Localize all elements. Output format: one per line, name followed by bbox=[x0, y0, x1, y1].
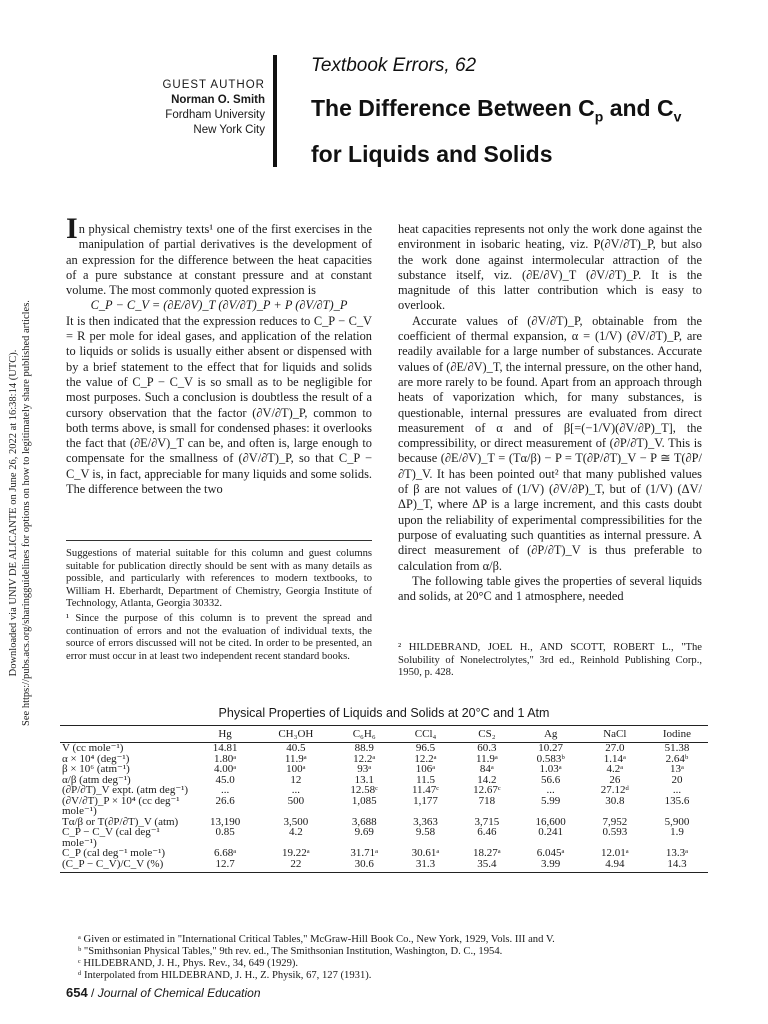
row-label: α/β (atm deg⁻¹) bbox=[62, 773, 131, 786]
watermark-line-2: See https://pubs.acs.org/sharingguidelines for options on how to legitimately share published articles. bbox=[21, 300, 32, 726]
table-cell: 12.2ᵃ bbox=[414, 752, 437, 765]
page-footer bbox=[66, 985, 261, 1000]
guest-author-block bbox=[110, 78, 265, 138]
table-cell: 3.99 bbox=[541, 857, 561, 870]
table-cell: 7,952 bbox=[602, 815, 628, 828]
row-label: (∂P/∂T)_V expt. (atm deg⁻¹) bbox=[62, 784, 189, 796]
table-cell: 9.69 bbox=[354, 826, 374, 838]
table-cell: 106ᵃ bbox=[415, 763, 436, 775]
table-cell: 718 bbox=[478, 794, 496, 807]
table-cell: 12.58ᶜ bbox=[350, 784, 378, 796]
equation: C_P − C_V = (∂E/∂V)_T (∂V/∂T)_P + P (∂V/∂T)_P bbox=[90, 298, 348, 313]
footer-separator: / bbox=[91, 986, 95, 1000]
table-cell: 3,715 bbox=[474, 815, 500, 828]
table-cell: 12.01ᵃ bbox=[600, 847, 629, 859]
table-footnote: ᵇ "Smithsonian Physical Tables," 9th rev. ed., The Smithsonian Institution, Washington, D. C., 1954. bbox=[78, 946, 503, 957]
table-cell: 11.9ᵃ bbox=[284, 752, 307, 765]
table-cell: 4.94 bbox=[605, 857, 625, 870]
paragraph-text: The following table gives the properties of several liquids and solids, at 20°C and 1 atmosphere, needed bbox=[398, 573, 702, 604]
guest-author-tag: GUEST AUTHOR bbox=[162, 79, 265, 91]
table-cell: 27.12ᵈ bbox=[600, 784, 629, 796]
table-header-cell: Hg bbox=[218, 728, 232, 740]
author-name: Norman O. Smith bbox=[171, 94, 265, 106]
table-cell: 1.03ᵃ bbox=[539, 763, 562, 775]
row-label: C_P (cal deg⁻¹ mole⁻¹) bbox=[62, 847, 166, 859]
author-affiliation-2: New York City bbox=[193, 124, 265, 136]
table-header-label bbox=[60, 726, 192, 743]
table-footnote: ᵈ Interpolated from HILDEBRAND, J. H., Z. Physik, 67, 127 (1931). bbox=[78, 970, 372, 981]
table-cell: 500 bbox=[287, 794, 305, 807]
table-cell: ... bbox=[672, 784, 682, 796]
table-cell: 22 bbox=[290, 857, 302, 870]
table-cell: 31.3 bbox=[415, 857, 436, 870]
page-number: 654 bbox=[66, 985, 88, 1000]
table-cell: 9.58 bbox=[415, 826, 436, 838]
table-cell: 18.27ᵃ bbox=[473, 847, 501, 859]
table-cell: 16,600 bbox=[535, 815, 566, 828]
download-watermark bbox=[7, 163, 33, 863]
paragraph-text: Accurate values of (∂V/∂T)_P, obtainable from the coefficient of thermal expansion, α = (1/V) (∂V/∂T)_P, are readily available for a large number of substances. Accurate values of (∂E/∂V)_T, the internal pressure, on the other hand, are more rarely to be found. Apart from an approach through heats of vaporization which, for many substances, is questionable, internal pressures are evaluated from direct measurement of α and of β[=(−1/V)(∂V/∂P)_T], the compressibility, or direct measurement of (∂P/∂T)_V. This is because (∂E/∂V)_T = (Tα/β) − P = T(∂P/∂T)_V − P ≅ T(∂P/∂T)_V. It has been pointed out² that many published values of β are not values of (1/V) (∂V/∂P)_T, but of (1/V) (ΔV/ΔP)_T, where ΔP is a large increment, and this casts doubt upon the reliability of experimental compressibilities for the purpose of evaluating such quantities as internal pressure. A direct measurement of (∂P/∂T)_V is thus preferable to calculation from α/β. bbox=[398, 313, 702, 573]
table-cell: 1,177 bbox=[413, 794, 438, 807]
table-cell: 84ᵃ bbox=[479, 763, 494, 775]
table-footnote: ᵃ Given or estimated in "International Critical Tables," McGraw-Hill Book Co., New York, 1929, Vols. III and V. bbox=[78, 934, 555, 945]
table-cell: 4.00ᵃ bbox=[213, 763, 237, 775]
article-title bbox=[311, 90, 711, 173]
table-cell: 56.6 bbox=[541, 773, 561, 786]
row-label: β × 10⁶ (atm⁻¹) bbox=[62, 763, 130, 775]
table-cell: 26 bbox=[609, 773, 621, 786]
watermark-line-1: Downloaded via UNIV DE ALICANTE on June 26, 2022 at 16:38:14 (UTC). bbox=[8, 349, 19, 677]
table-cell: 11.47ᶜ bbox=[411, 784, 440, 796]
table-cell: 14.81 bbox=[212, 742, 238, 754]
table-cell: 26.6 bbox=[215, 794, 235, 807]
table-header-cell: CH₃OH bbox=[278, 728, 314, 740]
table-header-cell: NaCl bbox=[603, 728, 627, 740]
title-part-1: The Difference Between C bbox=[311, 95, 595, 121]
body-column-left bbox=[66, 212, 372, 497]
table-cell: 0.241 bbox=[538, 826, 564, 838]
title-line-2: for Liquids and Solids bbox=[311, 140, 553, 167]
table-cell: 14.3 bbox=[667, 857, 687, 870]
editor-note: Suggestions of material suitable for this column and guest columns suitable for publication directly should be sent with as many details as possible, and particularly with references to modern textbooks, to William H. Eberhardt, Department of Chemistry, Georgia Institute of Technology, Atlanta, Georgia 30332. bbox=[66, 548, 372, 610]
table-cell: ... bbox=[220, 784, 230, 796]
table-cell: 5.99 bbox=[541, 794, 561, 807]
paragraph bbox=[66, 212, 372, 298]
table-footnotes bbox=[78, 934, 718, 982]
table-caption: Physical Properties of Liquids and Solids at 20°C and 1 Atm bbox=[218, 706, 550, 720]
table-cell: 10.27 bbox=[538, 742, 564, 754]
table-cell: 45.0 bbox=[215, 773, 235, 786]
footnotes-left bbox=[66, 548, 372, 665]
author-affiliation-1: Fordham University bbox=[165, 109, 265, 121]
table-cell: 3,363 bbox=[413, 815, 438, 828]
table-cell: 40.5 bbox=[286, 742, 306, 754]
table-header-cell: Iodine bbox=[662, 728, 691, 740]
table-cell: 88.9 bbox=[354, 742, 374, 754]
table-cell: 12.67ᶜ bbox=[473, 784, 501, 796]
table-row bbox=[60, 764, 708, 775]
table-cell: 60.3 bbox=[477, 742, 497, 754]
table-cell: 2.64ᵇ bbox=[665, 752, 689, 765]
table-cell: 100ᵃ bbox=[286, 763, 306, 775]
table-cell: 13.3ᵃ bbox=[665, 847, 689, 859]
table-cell: 6.46 bbox=[477, 826, 497, 838]
table-cell: 3,500 bbox=[283, 815, 309, 828]
table-cell: 4.2 bbox=[288, 826, 303, 838]
table-cell: 14.2 bbox=[477, 773, 497, 786]
table-header-cell: C₆H₆ bbox=[352, 728, 376, 740]
table-cell: 11.9ᵃ bbox=[475, 752, 498, 765]
table-row bbox=[60, 859, 708, 873]
table-row bbox=[60, 848, 708, 859]
table-cell: 20 bbox=[671, 773, 683, 786]
table-header-cell: CCl₄ bbox=[414, 728, 437, 740]
table-cell: 27.0 bbox=[605, 742, 625, 754]
table-cell: 1.9 bbox=[670, 826, 684, 838]
properties-table bbox=[60, 725, 708, 873]
row-label: α × 10⁴ (deg⁻¹) bbox=[62, 752, 130, 765]
row-label: V (cc mole⁻¹) bbox=[62, 742, 124, 754]
table-row bbox=[60, 785, 708, 796]
table-cell: 96.5 bbox=[415, 742, 436, 754]
footnote-rule bbox=[66, 540, 372, 541]
table-cell: 13,190 bbox=[209, 815, 241, 828]
table-row bbox=[60, 796, 708, 817]
paragraph-text: heat capacities represents not only the work done against the environment in isobaric heating, viz. P(∂V/∂T)_P, but also the work done against intermolecular attraction of the substance itself, viz. (∂E/∂V)_T (∂V/∂T)_P. It is the magnitude of this latter contribution which is easy to overlook. bbox=[398, 222, 702, 313]
table-cell: 51.38 bbox=[664, 742, 690, 754]
header-divider bbox=[273, 55, 277, 167]
table-cell: 12.7 bbox=[215, 857, 235, 870]
table-cell: 35.4 bbox=[477, 857, 497, 870]
table-cell: 31.71ᵃ bbox=[350, 847, 379, 859]
table-cell: 0.583ᵇ bbox=[536, 752, 565, 765]
table-cell: 1,085 bbox=[351, 794, 377, 807]
row-label: C_P − C_V (cal deg⁻¹ mole⁻¹) bbox=[62, 826, 160, 849]
table-cell: 4.2ᵃ bbox=[606, 763, 624, 775]
table-cell: ... bbox=[546, 784, 555, 796]
title-sub-p: p bbox=[594, 108, 604, 125]
row-label: (∂V/∂T)_P × 10⁴ (cc deg⁻¹ mole⁻¹) bbox=[62, 794, 180, 817]
table-header-cell: Ag bbox=[543, 728, 558, 740]
table-cell: 30.8 bbox=[605, 794, 625, 807]
table-cell: 12 bbox=[290, 773, 302, 786]
title-and: and C bbox=[603, 95, 674, 121]
drop-cap: I bbox=[66, 212, 78, 245]
table-cell: 13.1 bbox=[354, 773, 374, 786]
table-cell: 30.61ᵃ bbox=[411, 847, 440, 859]
title-sub-v: v bbox=[673, 108, 682, 125]
table-cell: 0.593 bbox=[602, 826, 628, 838]
table-cell: 19.22ᵃ bbox=[281, 847, 310, 859]
table-cell: ... bbox=[291, 784, 300, 796]
series-title: Textbook Errors, 62 bbox=[311, 55, 477, 76]
table-cell: 6.045ᵃ bbox=[536, 847, 565, 859]
table-header-row bbox=[60, 726, 708, 743]
table-cell: 30.6 bbox=[354, 857, 374, 870]
journal-name: Journal of Chemical Education bbox=[97, 986, 261, 1000]
table-row bbox=[60, 743, 708, 754]
footnote-2: ² HILDEBRAND, JOEL H., AND SCOTT, ROBERT L., "The Solubility of Nonelectrolytes," 3rd ed., Reinhold Publishing Corp., 1950, p. 428. bbox=[398, 642, 702, 679]
body-column-right bbox=[398, 222, 702, 604]
table-header-cell: CS₂ bbox=[478, 728, 496, 740]
row-label: Tα/β or T(∂P/∂T)_V (atm) bbox=[62, 815, 179, 828]
table-cell: 1.14ᵃ bbox=[603, 752, 626, 765]
table-cell: 13ᵃ bbox=[669, 763, 684, 775]
table-cell: 0.85 bbox=[215, 826, 235, 838]
table-cell: 3,688 bbox=[351, 815, 377, 828]
table-cell: 5,900 bbox=[664, 815, 690, 828]
row-label: (C_P − C_V)/C_V (%) bbox=[62, 857, 164, 870]
table-cell: 12.2ᵃ bbox=[353, 752, 376, 765]
paragraph-text: n physical chemistry texts¹ one of the first exercises in the manipulation of partial derivatives is the development of an expression for the difference between the heat capacities of a pure substance at constant pressure and at constant volume. The most commonly quoted expression is bbox=[66, 222, 372, 298]
table-row bbox=[60, 827, 708, 848]
table-cell: 11.5 bbox=[416, 773, 435, 786]
table-cell: 93ᵃ bbox=[357, 763, 372, 775]
table-cell: 135.6 bbox=[664, 794, 690, 807]
footnote-1: ¹ Since the purpose of this column is to prevent the spread and continuation of errors and not the evaluation of individual texts, the source of errors discussed will not be cited. In order to be presented, an error must occur in at least two independent recent standard books. bbox=[66, 612, 372, 662]
paragraph-text: It is then indicated that the expression reduces to C_P − C_V = R per mole for ideal gases, and application of the relation to liquids or solids is usually either absent or dispensed with by a brief statement to the effect that for liquids and solids the value of C_P − C_V is so small as to be negligible for most purposes. Such a conclusion is doubtless the result of a cursory observation that the factor (∂V/∂T)_P, common to both terms above, is small for condensed phases: it overlooks the fact that (∂E/∂V)_T can be, and often is, large enough to compensate for the smallness of (∂V/∂T)_P, so that C_P − C_V is, in fact, appreciable for many liquids and some solids. The difference between the two bbox=[66, 313, 372, 497]
table-cell: 6.68ᵃ bbox=[213, 847, 237, 859]
table-footnote: ᶜ HILDEBRAND, J. H., Phys. Rev., 34, 649 (1929). bbox=[78, 958, 299, 969]
table-cell: 1.80ᵃ bbox=[213, 752, 237, 765]
